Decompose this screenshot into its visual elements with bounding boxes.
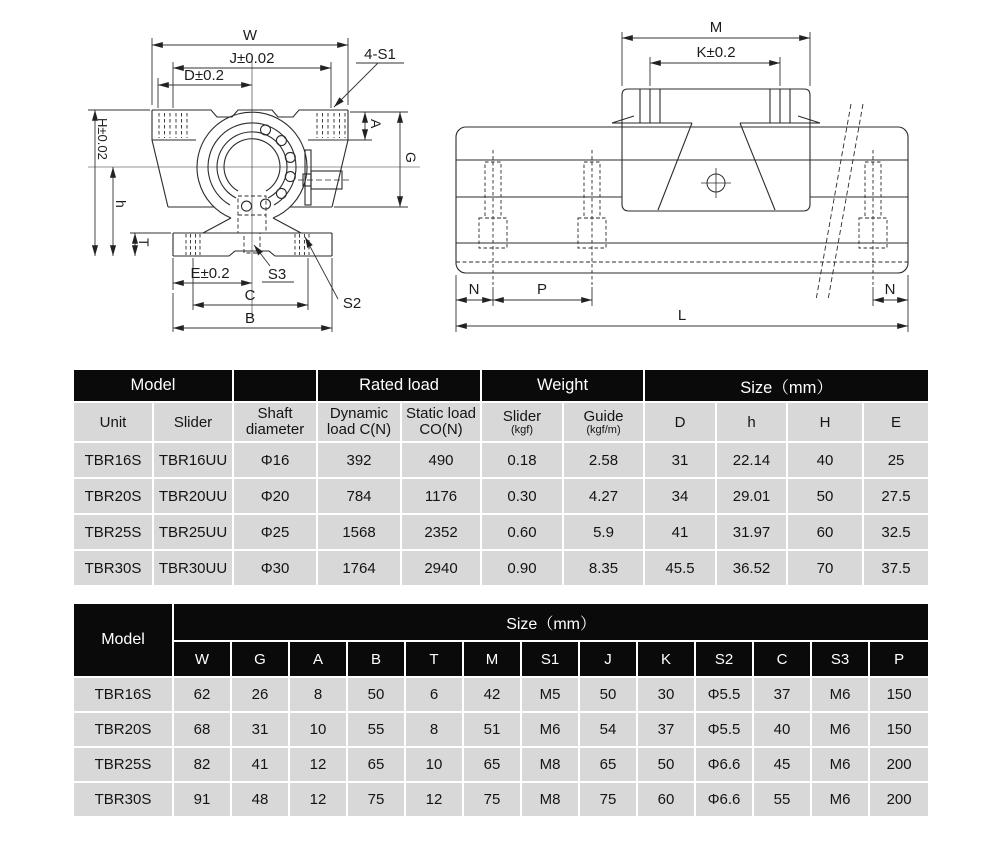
t1-col-guide-weight bbox=[563, 402, 644, 442]
front-body-outline bbox=[152, 110, 348, 207]
cell: 70 bbox=[787, 550, 863, 586]
cell: 34 bbox=[644, 478, 716, 514]
cell: M6 bbox=[521, 712, 579, 747]
cell: 37.5 bbox=[863, 550, 929, 586]
front-dimension-labels bbox=[95, 27, 419, 327]
cell: 200 bbox=[869, 782, 929, 817]
dim-label-j: J±0.02 bbox=[229, 50, 275, 67]
t2-col-w: W bbox=[173, 641, 231, 677]
dim-label-a: A bbox=[368, 119, 384, 129]
table-row bbox=[73, 747, 929, 782]
cell: 25 bbox=[863, 442, 929, 478]
t1-group-weight: Weight bbox=[481, 369, 644, 402]
t2-col-m: M bbox=[463, 641, 521, 677]
cell: 31 bbox=[231, 712, 289, 747]
cell: 45 bbox=[753, 747, 811, 782]
table-row bbox=[73, 514, 929, 550]
cell: M8 bbox=[521, 747, 579, 782]
dim-label-l: L bbox=[677, 307, 687, 324]
cell: 37 bbox=[637, 712, 695, 747]
t2-col-s1: S1 bbox=[521, 641, 579, 677]
cell: 68 bbox=[173, 712, 231, 747]
technical-drawing bbox=[0, 0, 1000, 360]
cell: 150 bbox=[869, 677, 929, 712]
t1-col-unit: Unit bbox=[73, 402, 153, 442]
t1-column-header-row bbox=[73, 402, 929, 442]
cell: 29.01 bbox=[716, 478, 787, 514]
cell: 200 bbox=[869, 747, 929, 782]
cell: Φ5.5 bbox=[695, 677, 753, 712]
cell: 10 bbox=[405, 747, 463, 782]
cell: 1568 bbox=[317, 514, 401, 550]
t1-group-size: Size（mm） bbox=[644, 369, 929, 402]
dim-label-b: B bbox=[244, 310, 256, 327]
table-row bbox=[73, 677, 929, 712]
t2-col-j: J bbox=[579, 641, 637, 677]
t1-group-blank bbox=[233, 369, 317, 402]
t1-col-slider: Slider bbox=[153, 402, 233, 442]
t2-header-model: Model bbox=[73, 603, 173, 677]
front-base bbox=[173, 233, 332, 256]
t2-col-t: T bbox=[405, 641, 463, 677]
cell: M5 bbox=[521, 677, 579, 712]
cell: TBR20UU bbox=[153, 478, 233, 514]
cell: 45.5 bbox=[644, 550, 716, 586]
cell: 1176 bbox=[401, 478, 481, 514]
table-row bbox=[73, 478, 929, 514]
cell: 62 bbox=[173, 677, 231, 712]
cell: 26 bbox=[231, 677, 289, 712]
cell: 12 bbox=[405, 782, 463, 817]
cell: 490 bbox=[401, 442, 481, 478]
cell: 784 bbox=[317, 478, 401, 514]
t1-col-e: E bbox=[863, 402, 929, 442]
cell: 2940 bbox=[401, 550, 481, 586]
t1-col-dynamic-load bbox=[317, 402, 401, 442]
side-dimensions bbox=[456, 32, 908, 332]
t2-column-header-row bbox=[73, 641, 929, 677]
cell: TBR30S bbox=[73, 782, 173, 817]
side-view bbox=[456, 89, 908, 300]
cell: M8 bbox=[521, 782, 579, 817]
cell: 31.97 bbox=[716, 514, 787, 550]
cell: 42 bbox=[463, 677, 521, 712]
t2-col-g: G bbox=[231, 641, 289, 677]
t1-col-slider-weight bbox=[481, 402, 563, 442]
cell: 0.30 bbox=[481, 478, 563, 514]
cell: TBR20S bbox=[73, 478, 153, 514]
cell: 10 bbox=[289, 712, 347, 747]
cell: 22.14 bbox=[716, 442, 787, 478]
t1-col-h-small: h bbox=[716, 402, 787, 442]
t2-group-header-row bbox=[73, 603, 929, 641]
cell: 41 bbox=[231, 747, 289, 782]
cell: TBR16UU bbox=[153, 442, 233, 478]
dim-label-n-left: N bbox=[468, 281, 480, 298]
dim-label-s1: 4-S1 bbox=[364, 46, 396, 63]
cell: Φ6.6 bbox=[695, 782, 753, 817]
cell: Φ5.5 bbox=[695, 712, 753, 747]
unit-label: (kgf/m) bbox=[586, 424, 621, 436]
cell: 2.58 bbox=[563, 442, 644, 478]
cell: 12 bbox=[289, 747, 347, 782]
cell: M6 bbox=[811, 782, 869, 817]
cell: 6 bbox=[405, 677, 463, 712]
table-row bbox=[73, 782, 929, 817]
dim-label-m: M bbox=[709, 19, 723, 36]
label-line: Guide bbox=[583, 408, 624, 425]
side-rail-bolt-holes bbox=[479, 150, 887, 285]
dim-label-s2: S2 bbox=[342, 295, 362, 312]
cell: TBR30UU bbox=[153, 550, 233, 586]
cell: Φ20 bbox=[233, 478, 317, 514]
dim-label-n-right: N bbox=[884, 281, 896, 298]
cell: 0.60 bbox=[481, 514, 563, 550]
cell: 65 bbox=[579, 747, 637, 782]
label-line: Static load bbox=[405, 405, 477, 422]
cell: 60 bbox=[787, 514, 863, 550]
table-row bbox=[73, 712, 929, 747]
label-line: Slider bbox=[502, 408, 542, 425]
table-row bbox=[73, 550, 929, 586]
dimension-table bbox=[72, 602, 930, 818]
cell: 40 bbox=[753, 712, 811, 747]
label-line: diameter bbox=[245, 421, 305, 438]
cell: TBR25S bbox=[73, 514, 153, 550]
cell: 2352 bbox=[401, 514, 481, 550]
cell: Φ6.6 bbox=[695, 747, 753, 782]
cell: 40 bbox=[787, 442, 863, 478]
cell: Φ30 bbox=[233, 550, 317, 586]
cell: 75 bbox=[463, 782, 521, 817]
cell: 0.90 bbox=[481, 550, 563, 586]
t1-group-header-row bbox=[73, 369, 929, 402]
cell: 75 bbox=[347, 782, 405, 817]
t2-header-size: Size（mm） bbox=[173, 603, 929, 641]
cell: 65 bbox=[347, 747, 405, 782]
cell: TBR16S bbox=[73, 677, 173, 712]
cell: TBR20S bbox=[73, 712, 173, 747]
table-row bbox=[73, 442, 929, 478]
dim-label-s3: S3 bbox=[267, 266, 287, 283]
label-line: load C(N) bbox=[326, 421, 392, 438]
cell: 55 bbox=[753, 782, 811, 817]
cell: M6 bbox=[811, 712, 869, 747]
side-dimension-labels bbox=[469, 19, 896, 324]
cell: Φ25 bbox=[233, 514, 317, 550]
cell: 75 bbox=[579, 782, 637, 817]
cell: 36.52 bbox=[716, 550, 787, 586]
front-centerlines bbox=[88, 58, 420, 318]
side-slider bbox=[612, 89, 820, 211]
t2-col-p: P bbox=[869, 641, 929, 677]
dim-label-c: C bbox=[244, 287, 256, 304]
cell: 48 bbox=[231, 782, 289, 817]
label-line: Shaft bbox=[257, 405, 293, 422]
cell: 82 bbox=[173, 747, 231, 782]
cell: Φ16 bbox=[233, 442, 317, 478]
unit-label: (kgf) bbox=[511, 424, 534, 436]
cell: 31 bbox=[644, 442, 716, 478]
dim-label-k: K±0.2 bbox=[696, 44, 736, 61]
cell: 32.5 bbox=[863, 514, 929, 550]
cell: M6 bbox=[811, 677, 869, 712]
load-weight-size-table bbox=[72, 368, 930, 587]
cell: 392 bbox=[317, 442, 401, 478]
cell: TBR30S bbox=[73, 550, 153, 586]
cell: 5.9 bbox=[563, 514, 644, 550]
t2-col-a: A bbox=[289, 641, 347, 677]
dim-label-e: E±0.2 bbox=[190, 265, 230, 282]
cell: 0.18 bbox=[481, 442, 563, 478]
dim-label-p: P bbox=[536, 281, 548, 298]
cell: 55 bbox=[347, 712, 405, 747]
dim-label-htol: H±0.02 bbox=[95, 118, 110, 160]
dim-label-d: D±0.2 bbox=[184, 67, 224, 84]
t1-col-h-cap: H bbox=[787, 402, 863, 442]
t1-col-d: D bbox=[644, 402, 716, 442]
cell: 60 bbox=[637, 782, 695, 817]
cell: 27.5 bbox=[863, 478, 929, 514]
cell: TBR25S bbox=[73, 747, 173, 782]
cell: 12 bbox=[289, 782, 347, 817]
cell: TBR16S bbox=[73, 442, 153, 478]
t1-col-shaft-diameter bbox=[233, 402, 317, 442]
cell: 4.27 bbox=[563, 478, 644, 514]
dim-label-h: h bbox=[113, 200, 129, 208]
t2-col-s3: S3 bbox=[811, 641, 869, 677]
cell: 50 bbox=[347, 677, 405, 712]
dim-label-w: W bbox=[242, 27, 258, 44]
cell: 8 bbox=[289, 677, 347, 712]
t2-col-c: C bbox=[753, 641, 811, 677]
cell: 1764 bbox=[317, 550, 401, 586]
cell: 50 bbox=[579, 677, 637, 712]
cell: 65 bbox=[463, 747, 521, 782]
cell: 37 bbox=[753, 677, 811, 712]
cell: 8 bbox=[405, 712, 463, 747]
cell: 41 bbox=[644, 514, 716, 550]
cell: 50 bbox=[787, 478, 863, 514]
front-view bbox=[88, 58, 420, 318]
cell: 51 bbox=[463, 712, 521, 747]
t1-group-model: Model bbox=[73, 369, 233, 402]
cell: M6 bbox=[811, 747, 869, 782]
t1-group-rated-load: Rated load bbox=[317, 369, 481, 402]
dim-label-t: T bbox=[136, 238, 152, 247]
cell: 50 bbox=[637, 747, 695, 782]
side-break-lines bbox=[816, 104, 863, 300]
dim-label-g: G bbox=[403, 152, 419, 163]
cell: 8.35 bbox=[563, 550, 644, 586]
t1-col-static-load bbox=[401, 402, 481, 442]
cell: 150 bbox=[869, 712, 929, 747]
label-line: CO(N) bbox=[419, 421, 463, 438]
t2-col-s2: S2 bbox=[695, 641, 753, 677]
t2-col-b: B bbox=[347, 641, 405, 677]
cell: 91 bbox=[173, 782, 231, 817]
cell: TBR25UU bbox=[153, 514, 233, 550]
t2-col-k: K bbox=[637, 641, 695, 677]
label-line: Dynamic bbox=[329, 405, 389, 422]
cell: 30 bbox=[637, 677, 695, 712]
cell: 54 bbox=[579, 712, 637, 747]
